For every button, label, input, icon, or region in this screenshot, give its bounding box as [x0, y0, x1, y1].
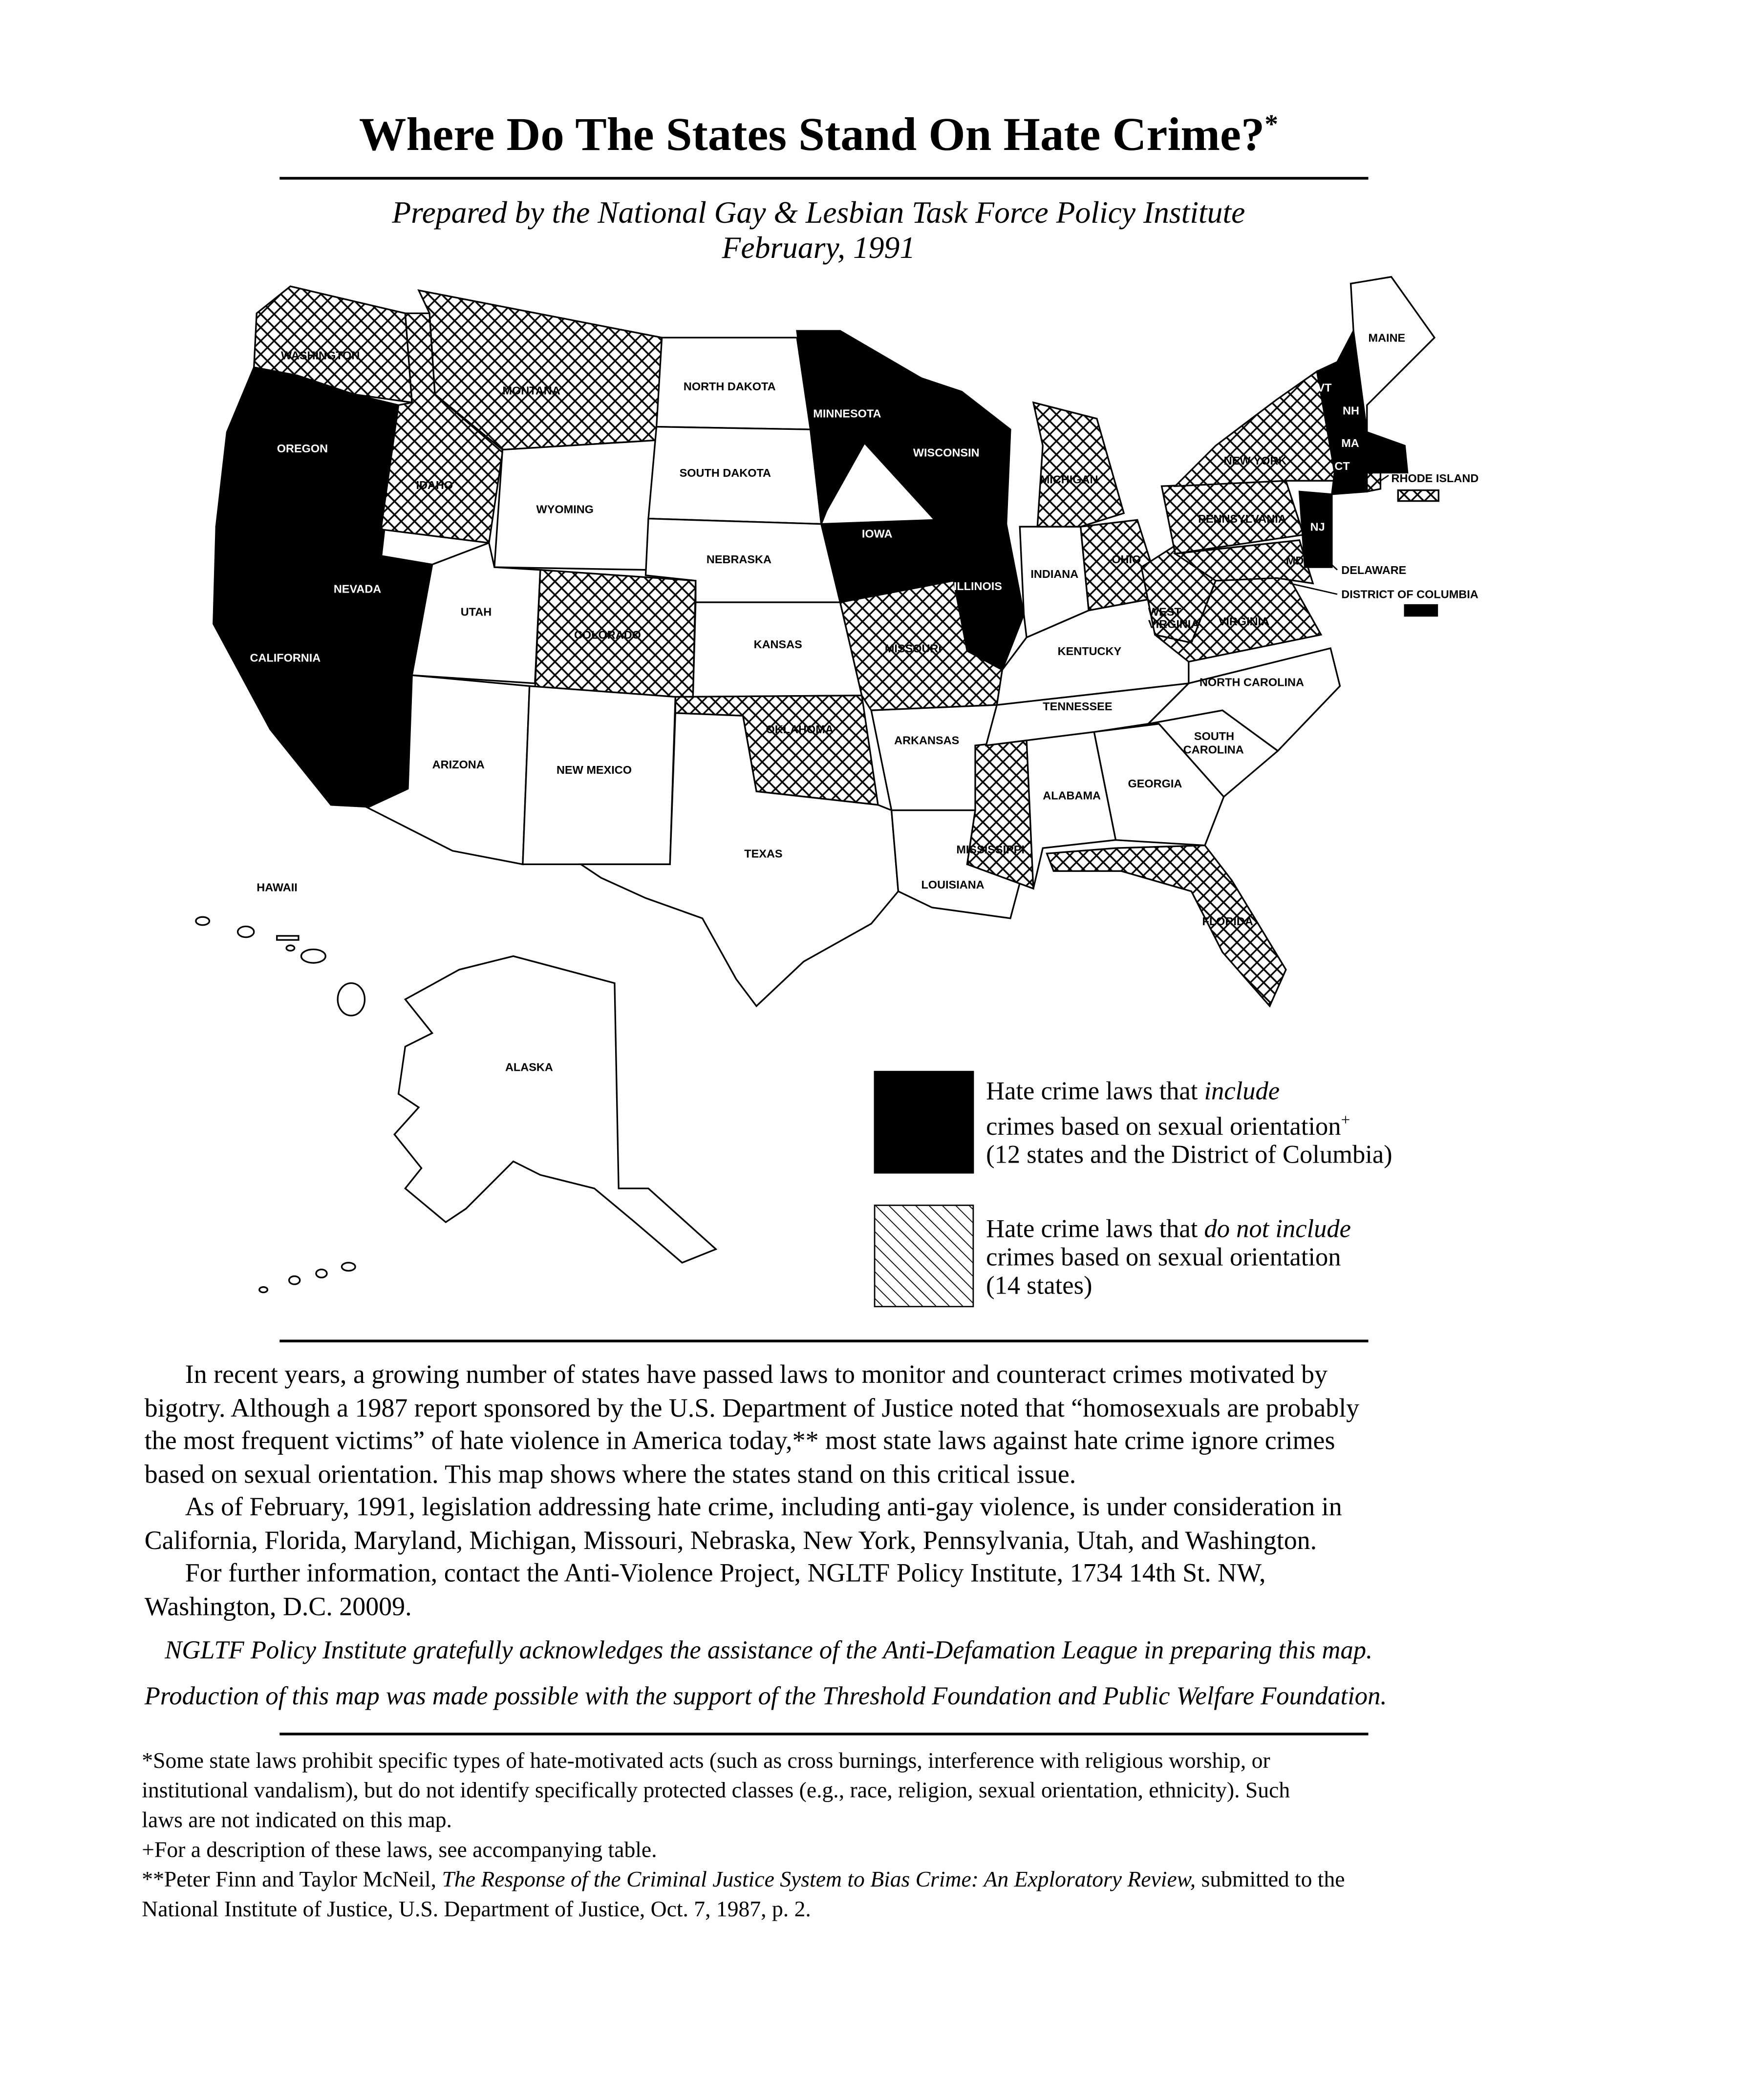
state-label-ga: GEORGIA	[1128, 777, 1182, 790]
state-label-tx: TEXAS	[744, 847, 783, 860]
acknowledgement: NGLTF Policy Institute gratefully acknowledges the assistance of the Anti-Defamation League in preparing this map.	[165, 1636, 1373, 1665]
state-label-ri: RHODE ISLAND	[1391, 471, 1479, 485]
state-label-hi: HAWAII	[257, 881, 298, 894]
rhode-island-swatch	[1398, 490, 1438, 501]
state-label-nj: NJ	[1310, 520, 1325, 533]
state-label-ne: NEBRASKA	[706, 552, 771, 566]
state-label-dc: DISTRICT OF COLUMBIA	[1341, 588, 1478, 601]
state-label-ct: CT	[1334, 460, 1350, 473]
state-label-co: COLORADO	[574, 628, 641, 641]
subtitle-line-1: Prepared by the National Gay & Lesbian Task Force Policy Institute	[392, 195, 1245, 230]
state-label-ms: MISSISSIPPI	[956, 843, 1025, 856]
state-label-wi: WISCONSIN	[913, 446, 980, 459]
state-hawaii	[196, 917, 365, 1016]
state-label-mi: MICHIGAN	[1040, 473, 1098, 486]
state-label-nv: NEVADA	[333, 582, 382, 595]
state-label-ky: KENTUCKY	[1057, 644, 1122, 658]
state-label-mo: MISSOURI	[884, 642, 942, 655]
state-michigan	[1033, 403, 1124, 527]
state-label-az: ARIZONA	[432, 758, 485, 771]
state-new-york	[1175, 371, 1337, 486]
title-text: Where Do The States Stand On Hate Crime?	[359, 108, 1265, 161]
state-label-va: VIRGINIA	[1218, 615, 1270, 628]
state-label-il: ILLINOIS	[953, 580, 1002, 593]
footnotes: *Some state laws prohibit specific types of hate-motivated acts (such as cross burnings, interference with religious worship, or institutional vandalism), but do not identify specifically protected classes (e.g., race, religion, sexual orientation, ethnicity). Such laws are not indicated on this map. +For a description of these laws, see accompanying table. **Peter Finn and Taylor McNeil, The Response of the Criminal Justice System to Bias Crime: An Exploratory Review, submitted to the National Institute of Justice, U.S. Department of Justice, Oct. 7, 1987, p. 2.	[142, 1747, 1345, 1922]
dc-swatch	[1405, 605, 1437, 616]
subtitle-line-2: February, 1991	[722, 231, 916, 265]
state-mississippi	[967, 740, 1033, 889]
state-label-me: MAINE	[1368, 331, 1406, 344]
legend-include-text: Hate crime laws that include crimes based on sexual orientation+ (12 states and the District of Columbia)	[986, 1078, 1392, 1170]
state-label-la: LOUISIANA	[921, 878, 985, 891]
legend-swatch-exclude	[874, 1205, 974, 1307]
state-label-nd: NORTH DAKOTA	[683, 380, 776, 393]
state-label-mn: MINNESOTA	[813, 407, 881, 420]
state-label-sc-2: CAROLINA	[1183, 743, 1244, 756]
state-label-wv-2: VIRGINIA	[1148, 617, 1199, 631]
state-label-nm: NEW MEXICO	[557, 764, 632, 777]
state-label-ak: ALASKA	[505, 1061, 553, 1074]
section-rule	[279, 1339, 1368, 1342]
state-label-in: INDIANA	[1030, 568, 1079, 581]
state-label-vt: VT	[1317, 381, 1332, 394]
footnote-rule	[279, 1733, 1368, 1736]
state-label-sd: SOUTH DAKOTA	[679, 466, 771, 479]
state-label-oh: OHIO	[1112, 552, 1141, 566]
state-label-md: MD	[1285, 554, 1304, 567]
state-label-fl: FLORIDA	[1202, 914, 1253, 928]
state-label-nc: NORTH CAROLINA	[1199, 676, 1304, 689]
state-label-ar: ARKANSAS	[894, 734, 960, 747]
state-label-ny: NEW YORK	[1223, 454, 1287, 467]
state-label-or: OREGON	[277, 442, 328, 455]
state-label-sc: SOUTH	[1194, 730, 1235, 743]
state-label-mt: MONTANA	[502, 384, 560, 397]
state-label-wy: WYOMING	[536, 503, 594, 516]
state-label-ks: KANSAS	[753, 638, 802, 651]
state-label-ca: CALIFORNIA	[250, 651, 321, 664]
state-label-nh: NH	[1343, 404, 1359, 417]
legend-exclude-text: Hate crime laws that do not include crimes based on sexual orientation (14 states)	[986, 1215, 1351, 1301]
state-label-wv: WEST	[1148, 605, 1181, 618]
state-rhode-island	[1367, 473, 1381, 492]
title-footnote-mark: *	[1264, 109, 1279, 140]
state-maine	[1351, 277, 1435, 432]
state-label-al: ALABAMA	[1043, 789, 1101, 802]
legend-swatch-include	[874, 1071, 974, 1173]
state-alaska	[394, 956, 716, 1263]
production-credit: Production of this map was made possible with the support of the Threshold Foundation and Public Welfare Foundation.	[144, 1682, 1387, 1711]
state-label-wa: WASHINGTON	[281, 349, 360, 362]
state-label-de: DELAWARE	[1341, 563, 1407, 576]
state-connecticut	[1332, 473, 1367, 494]
state-label-pa: PENNSYLVANIA	[1198, 512, 1286, 525]
body-text: In recent years, a growing number of states have passed laws to monitor and counteract crimes motivated by bigotry. Although a 1987 report sponsored by the U.S. Department of Justice noted that “homosexuals are probably the most frequent victims” of hate violence in America today,** most state laws against hate crime ignore crimes based on sexual orientation. This map shows where the states stand on this critical issue. As of February, 1991, legislation addressing hate crime, including anti-gay violence, is under consideration in California, Florida, Maryland, Michigan, Missouri, Nebraska, New York, Pennsylvania, Utah, and Washington. For further information, contact the Anti-Violence Project, NGLTF Policy Institute, 1734 14th St. NW, Washington, D.C. 20009.	[144, 1361, 1360, 1621]
state-label-ia: IOWA	[861, 527, 893, 540]
aleutian-islands	[259, 1263, 355, 1293]
state-label-tn: TENNESSEE	[1043, 700, 1113, 713]
state-label-ma: MA	[1341, 437, 1359, 450]
state-label-ok: OKLAHOMA	[766, 723, 834, 736]
state-label-id: IDAHO	[416, 478, 453, 491]
state-label-ut: UTAH	[460, 605, 492, 618]
